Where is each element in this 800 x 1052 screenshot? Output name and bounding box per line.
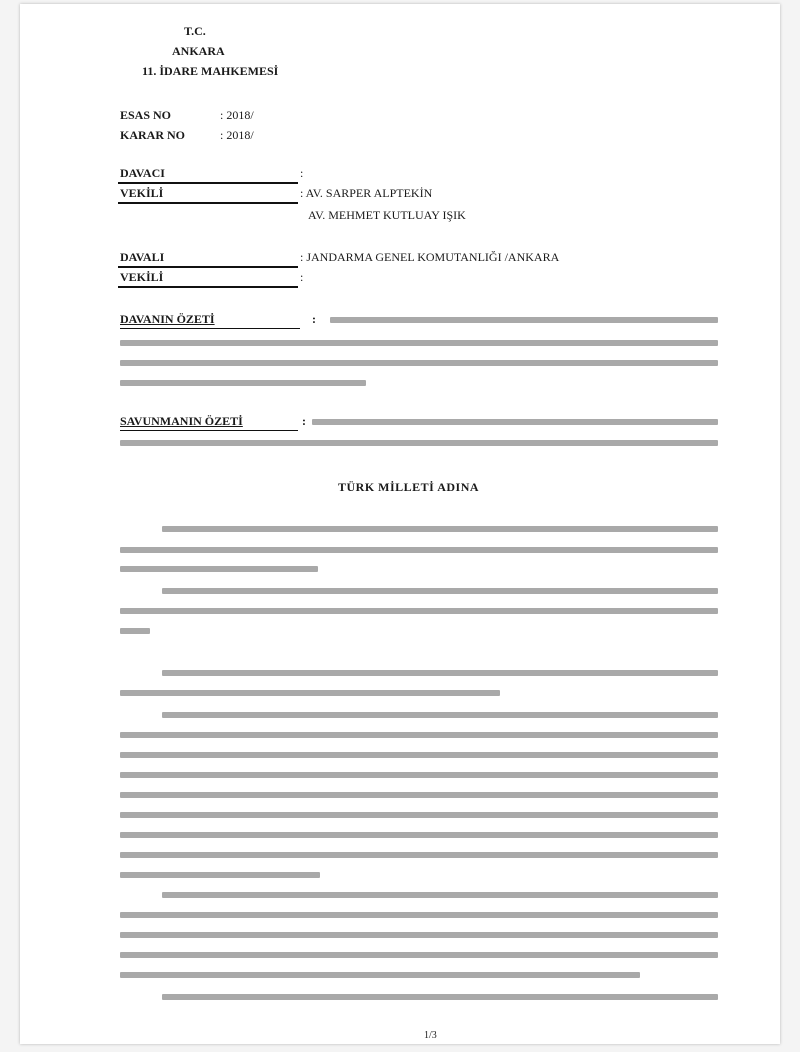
davali-value: : JANDARMA GENEL KOMUTANLIĞI /ANKARA <box>300 250 560 264</box>
davaci-vekili-value-2: AV. MEHMET KUTLUAY IŞIK <box>308 208 466 222</box>
davaci-vekili-value-1: : AV. SARPER ALPTEKİN <box>300 186 433 200</box>
text-line <box>120 852 718 858</box>
text-line <box>162 892 718 898</box>
text-line <box>120 732 718 738</box>
text-line <box>120 932 718 938</box>
savunma-ozeti-rule <box>120 430 298 431</box>
document-title: TÜRK MİLLETİ ADINA <box>338 480 480 494</box>
dava-ozeti-label: DAVANIN ÖZETİ <box>120 312 215 326</box>
davali-label: DAVALI <box>120 250 165 264</box>
davaci-value: : <box>300 166 304 180</box>
dava-ozeti-colon: : <box>312 312 316 326</box>
karar-value: : 2018/ <box>220 128 254 142</box>
text-line <box>120 972 640 978</box>
header-court: 11. İDARE MAHKEMESİ <box>142 64 279 78</box>
davali-vekili-label: VEKİLİ <box>120 270 164 284</box>
text-line <box>312 419 718 425</box>
davaci-rule <box>118 182 298 184</box>
text-line <box>120 772 718 778</box>
text-line <box>120 566 318 572</box>
savunma-ozeti-colon: : <box>302 414 306 428</box>
esas-label: ESAS NO <box>120 108 172 122</box>
dava-ozeti-rule <box>120 328 300 329</box>
davali-vekili-rule <box>118 286 298 288</box>
text-line <box>120 380 366 386</box>
davaci-vekili-label: VEKİLİ <box>120 186 164 200</box>
davaci-label: DAVACI <box>120 166 165 180</box>
text-line <box>162 526 718 532</box>
text-line <box>120 690 500 696</box>
text-line <box>120 608 718 614</box>
text-line <box>120 340 718 346</box>
text-line <box>120 752 718 758</box>
davali-vekili-value: : <box>300 270 304 284</box>
text-line <box>120 872 320 878</box>
text-line <box>162 588 718 594</box>
karar-label: KARAR NO <box>120 128 185 142</box>
vekili-rule <box>118 202 298 204</box>
davali-rule <box>118 266 298 268</box>
text-line <box>120 832 718 838</box>
text-line <box>120 952 718 958</box>
header-city: ANKARA <box>172 44 225 58</box>
text-line <box>120 812 718 818</box>
text-line <box>120 792 718 798</box>
text-line <box>162 670 718 676</box>
header-tc: T.C. <box>184 24 206 38</box>
text-line <box>120 628 150 634</box>
text-line <box>120 360 718 366</box>
text-line <box>330 317 718 323</box>
page-number: 1/3 <box>424 1030 437 1041</box>
text-line <box>120 440 718 446</box>
document-page <box>20 4 780 1044</box>
text-line <box>120 912 718 918</box>
esas-value: : 2018/ <box>220 108 254 122</box>
text-line <box>162 994 718 1000</box>
savunma-ozeti-label: SAVUNMANIN ÖZETİ <box>120 414 243 428</box>
text-line <box>120 547 718 553</box>
text-line <box>162 712 718 718</box>
